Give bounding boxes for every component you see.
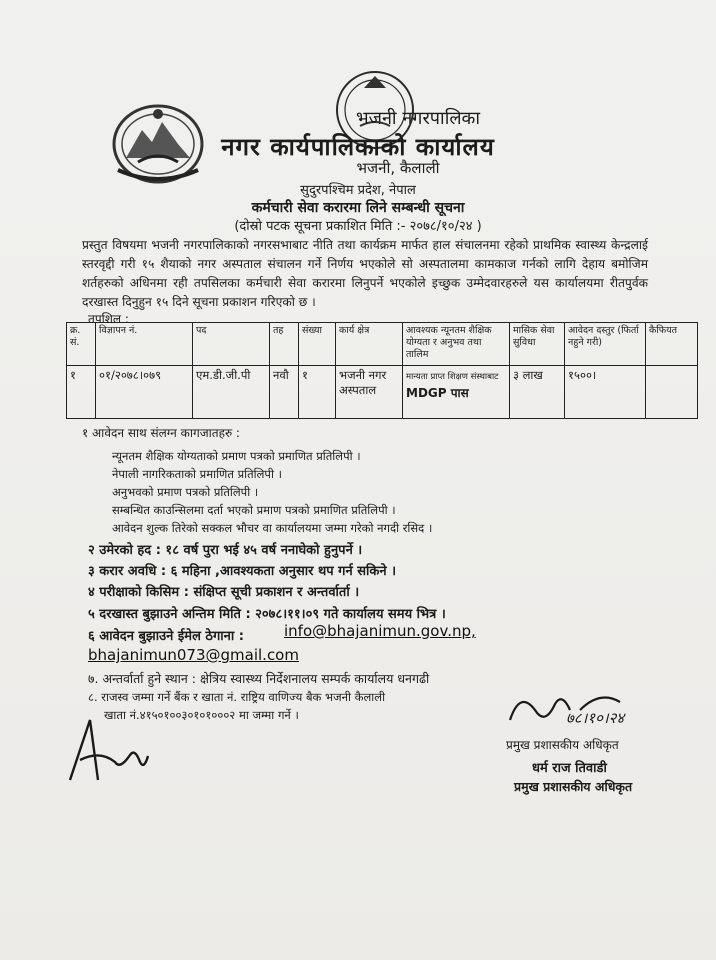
cell-ad-no: ०१/२०७८।०७९	[96, 366, 193, 419]
district-line: भजनी, कैलाली	[356, 159, 440, 177]
cell-level: नवौ	[270, 366, 299, 419]
col-header-remarks: कैफियत	[646, 323, 698, 366]
province-line: सुदुरपश्चिम प्रदेश, नेपाल	[300, 183, 416, 198]
col-header-post: पद	[193, 323, 270, 366]
col-header-level: तह	[270, 323, 299, 366]
cell-qualification	[403, 366, 510, 419]
handwritten-date: ७८।१०।२४	[566, 709, 625, 727]
document-item: न्यूनतम शैक्षिक योग्यताको प्रमाण पत्रको प्रमाणित प्रतिलिपी ।	[112, 449, 361, 463]
point-deadline: ५ दरखास्त बुझाउने अन्तिम मिति : २०७८।११।०९ गते कार्यालय समय भित्र ।	[88, 607, 446, 622]
qualification-degree: MDGP पास	[406, 386, 469, 400]
intro-paragraph: प्रस्तुत विषयमा भजनी नगरपालिकाको नगरसभाबाट नीति तथा कार्यक्रम मार्फत हाल संचालनमा रहेको प्राथमिक स्वास्थ्य केन्द्रलाई स्तरवृद्दी गरी १५ शैयाको नगर अस्पताल संचालन गर्ने निर्णय भएकोले सो अस्पतालमा कामकाज गर्नको लागि देहाय बमोजिम शर्तहरुको अधिनमा रही तपसिलका कर्मचारी सेवा करारमा लिनुपर्ने भएकोले इच्छुक उम्मेदवारहरुले यस कार्यालयमा रीतपुर्वक दरखास्त दिनुहुन १५ दिने सूचना प्रकाशन गरिएको छ ।	[82, 238, 648, 309]
col-header-area: कार्य क्षेत्र	[336, 323, 403, 366]
signatory-role: प्रमुख प्रशासकीय अधिकृत	[506, 738, 619, 752]
document-item: नेपाली नागरिकताको प्रमाणित प्रतिलिपी ।	[112, 467, 282, 481]
office-title: नगर कार्यपालिकाको कार्यालय	[221, 133, 495, 161]
col-header-count: संख्या	[299, 323, 336, 366]
table-label: तपशिल :	[88, 312, 129, 326]
cell-count: १	[299, 366, 336, 419]
email-link-primary[interactable]: info@bhajanimun.gov.np,	[284, 622, 476, 640]
table-header-row	[67, 323, 698, 366]
point-interview-location: ७. अन्तर्वार्ता हुने स्थान : क्षेत्रिय स्वास्थ्य निर्देशनालय सम्पर्क कार्यालय धनगढी	[88, 671, 430, 686]
cell-sn: १	[67, 366, 96, 419]
col-header-fee: आवेदन दस्तुर (फिर्ता नहुने गरी)	[565, 323, 646, 366]
qualification-text: मान्यता प्राप्त शिक्षण संस्थाबाट	[406, 372, 499, 382]
document-item: सम्बन्धित काउन्सिलमा दर्ता भएको प्रमाण पत्रको प्रमाणित प्रतिलिपी ।	[112, 503, 396, 517]
cell-remarks	[646, 366, 698, 419]
table-row	[67, 366, 698, 419]
municipality-name: भजनी नगरपालिका	[355, 108, 481, 129]
document-item: आवेदन शुल्क तिरेको सक्कल भौचर वा कार्यालयमा जम्मा गरेको नगदी रसिद ।	[112, 521, 433, 535]
point-bank-account-number: खाता नं.४१५०१००३०१०१०००२ मा जम्मा गर्ने ।	[104, 708, 299, 722]
cell-area: भजनी नगर अस्पताल	[336, 366, 403, 419]
point-age-limit: २ उमेरको हद : १८ वर्ष पुरा भई ४५ वर्ष ननाघेको हुनुपर्ने ।	[88, 543, 363, 558]
signatory-stamp-role: प्रमुख प्रशासकीय अधिकृत	[514, 779, 633, 794]
point-email-label: ६ आवेदन बुझाउने ईमेल ठेगाना :	[88, 629, 244, 644]
email-link-secondary[interactable]: bhajanimun073@gmail.com	[88, 646, 299, 664]
cell-post: एम.डी.जी.पी	[193, 366, 270, 419]
col-header-salary: मासिक सेवा सुविधा	[510, 323, 565, 366]
cell-salary: ३ लाख	[510, 366, 565, 419]
vacancy-table	[66, 322, 698, 419]
signatory-name: धर्म राज तिवाडी	[532, 761, 607, 776]
notice-title: कर्मचारी सेवा करारमा लिने सम्बन्धी सूचना	[251, 200, 465, 216]
col-header-qualification: आवश्यक न्यूनतम शैक्षिक योग्यता र अनुभव तथा तालिम	[403, 323, 510, 366]
col-header-sn: क्र. सं.	[67, 323, 96, 366]
point-exam-type: ४ परीक्षाको किसिम : संक्षिप्त सूची प्रकाशन र अन्तर्वार्ता ।	[88, 585, 360, 600]
cell-fee: १५००।	[565, 366, 646, 419]
handwritten-signature-left	[60, 710, 150, 790]
documents-title: १ आवेदन साथ संलग्न कागजातहरु :	[82, 426, 240, 440]
document-item: अनुभवको प्रमाण पत्रको प्रतिलिपी ।	[112, 485, 259, 499]
col-header-ad-no: विज्ञापन नं.	[96, 323, 193, 366]
point-contract-period: ३ करार अवधि : ६ महिना ,आवश्यकता अनुसार थप गर्न सकिने ।	[88, 564, 397, 579]
publish-date: (दोस्रो पटक सूचना प्रकाशित मिति :- २०७८/१०/२४ )	[234, 219, 482, 234]
point-bank-account: ८. राजस्व जम्मा गर्ने बैंक र खाता नं. राष्ट्रिय वाणिज्य बैक भजनी कैलाली	[88, 690, 386, 704]
